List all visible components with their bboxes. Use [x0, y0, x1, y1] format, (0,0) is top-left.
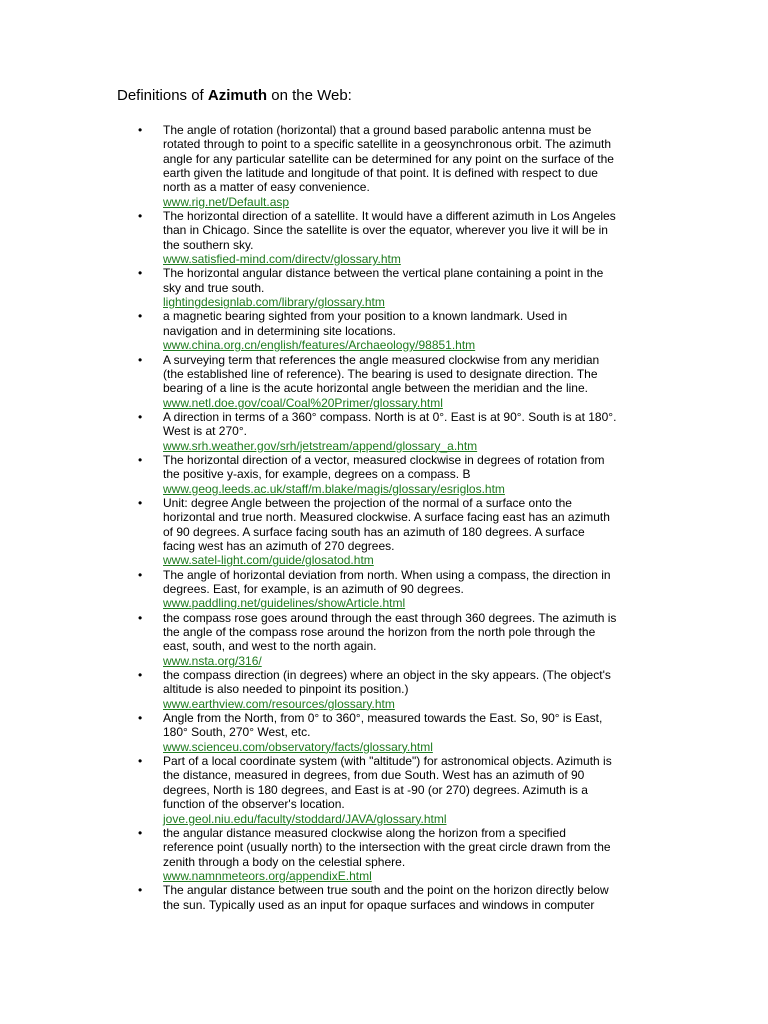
definition-text-line: the compass direction (in degrees) where an object in the sky appears. (The object's [163, 668, 611, 683]
definition-text-line: A surveying term that references the angle measured clockwise from any meridian [163, 352, 600, 367]
definition-text-line: The angle of horizontal deviation from north. When using a compass, the direction in [163, 567, 611, 582]
definition-item [138, 711, 658, 754]
bullet-icon: • [138, 495, 143, 510]
bullet-icon: • [138, 610, 143, 625]
source-link[interactable]: www.geog.leeds.ac.uk/staff/m.blake/magis/glossary/esriglos.htm [163, 481, 505, 496]
definition-text-line: angle for any particular satellite can be determined for any point on the surface of the [163, 151, 614, 166]
source-link[interactable]: www.paddling.net/guidelines/showArticle.html [163, 596, 406, 611]
bullet-icon: • [138, 825, 143, 840]
definition-text-line: of 90 degrees. A surface facing south has an azimuth of 180 degrees. A surface [163, 524, 585, 539]
definition-text-line: West is at 270°. [163, 424, 247, 439]
heading-suffix: on the Web: [267, 87, 352, 104]
definition-item [138, 883, 658, 912]
bullet-icon: • [138, 309, 143, 324]
definition-text-line: altitude is also needed to pinpoint its position.) [163, 682, 409, 697]
definition-text-line: The horizontal direction of a vector, measured clockwise in degrees of rotation from [163, 452, 605, 467]
page-heading [117, 87, 352, 105]
bullet-icon: • [138, 754, 143, 769]
definition-text-line: the angular distance measured clockwise along the horizon from a specified [163, 825, 566, 840]
heading-term: Azimuth [207, 87, 268, 104]
definition-text-line: Part of a local coordinate system (with "altitude") for astronomical objects. Azimuth is [163, 754, 612, 769]
bullet-icon: • [138, 352, 143, 367]
definition-text-line: The angular distance between true south and the point on the horizon directly below [163, 883, 609, 898]
definition-text-line: than in Chicago. Since the satellite is over the equator, wherever you live it will be in [163, 223, 608, 238]
definition-item [138, 496, 658, 568]
definition-text-line: the sun. Typically used as an input for opaque surfaces and windows in computer [163, 897, 595, 912]
definition-text-line: navigation and in determining site locations. [163, 323, 396, 338]
source-link[interactable]: www.rig.net/Default.asp [163, 194, 290, 209]
definition-text-line: the compass rose goes around through the east through 360 degrees. The azimuth is [163, 610, 617, 625]
definition-text-line: a magnetic bearing sighted from your position to a known landmark. Used in [163, 309, 568, 324]
source-link[interactable]: lightingdesignlab.com/library/glossary.htm [163, 295, 385, 310]
definition-text-line: north as a matter of easy convenience. [163, 180, 370, 195]
definition-item [138, 266, 658, 309]
definition-text-line: facing west has an azimuth of 270 degrees. [163, 538, 395, 553]
source-link[interactable]: www.namnmeteors.org/appendixE.html [163, 868, 372, 883]
bullet-icon: • [138, 123, 143, 137]
source-link[interactable]: www.srh.weather.gov/srh/jetstream/append/glossary_a.htm [163, 438, 478, 453]
definition-text-line: 180° South, 270° West, etc. [163, 725, 311, 740]
definition-text-line: A direction in terms of a 360° compass. North is at 0°. East is at 90°. South is at 180°. [163, 409, 617, 424]
bullet-icon: • [138, 209, 143, 224]
definition-item [138, 453, 658, 496]
source-link[interactable]: jove.geol.niu.edu/faculty/stoddard/JAVA/glossary.html [163, 811, 447, 826]
definition-text-line: the positive y-axis, for example, degrees on a compass. B [163, 467, 471, 482]
definitions-list [138, 123, 658, 912]
definition-text-line: bearing of a line is the acute horizontal angle between the meridian and the line. [163, 381, 588, 396]
definition-text-line: east, south, and west to the north again. [163, 639, 377, 654]
definition-item [138, 668, 658, 711]
bullet-icon: • [138, 711, 143, 726]
definition-text-line: earth given the latitude and longitude of that point. It is defined with respect to due [163, 166, 598, 181]
definition-item [138, 309, 658, 352]
bullet-icon: • [138, 668, 143, 683]
definition-item [138, 209, 658, 266]
definition-text-line: the distance, measured in degrees, from due South. West has an azimuth of 90 [163, 768, 585, 783]
definition-text-line: function of the observer's location. [163, 797, 345, 812]
definition-text-line: Unit: degree Angle between the projection of the normal of a surface onto the [163, 495, 572, 510]
definition-text-line: rotated through to point to a specific satellite in a geosynchronous orbit. The azimuth [163, 137, 612, 152]
definition-text-line: the angle of the compass rose around the horizon from the north pole through the [163, 625, 596, 640]
definition-text-line: The horizontal angular distance between the vertical plane containing a point in the [163, 266, 604, 281]
bullet-icon: • [138, 883, 143, 898]
definition-item [138, 568, 658, 611]
definition-text-line: the southern sky. [163, 237, 254, 252]
definition-item [138, 826, 658, 883]
bullet-icon: • [138, 452, 143, 467]
bullet-icon: • [138, 567, 143, 582]
definition-item [138, 353, 658, 410]
definition-text-line: (the established line of reference). The bearing is used to designate direction. The [163, 366, 598, 381]
definition-item [138, 410, 658, 453]
source-link[interactable]: www.scienceu.com/observatory/facts/glossary.html [163, 739, 433, 754]
definition-text-line: reference point (usually north) to the intersection with the great circle drawn from the [163, 840, 611, 855]
source-link[interactable]: www.netl.doe.gov/coal/Coal%20Primer/glossary.html [163, 395, 443, 410]
definition-text-line: Angle from the North, from 0° to 360°, measured towards the East. So, 90° is East, [163, 711, 603, 726]
source-link[interactable]: www.china.org.cn/english/features/Archaeology/98851.htm [163, 338, 476, 353]
definition-item [138, 611, 658, 668]
definition-item [138, 754, 658, 826]
source-link[interactable]: www.nsta.org/316/ [163, 653, 262, 668]
definition-text-line: The angle of rotation (horizontal) that a ground based parabolic antenna must be [163, 123, 592, 137]
definition-text-line: zenith through a body on the celestial sphere. [163, 854, 406, 869]
definition-item [138, 123, 658, 209]
definition-text-line: The horizontal direction of a satellite. It would have a different azimuth in Los Angeles [163, 209, 616, 224]
definition-text-line: degrees, North is 180 degrees, and East is at -90 (or 270) degrees. Azimuth is a [163, 782, 588, 797]
bullet-icon: • [138, 409, 143, 424]
source-link[interactable]: www.satel-light.com/guide/glosatod.htm [163, 553, 374, 568]
source-link[interactable]: www.satisfied-mind.com/directv/glossary.htm [163, 252, 401, 267]
definition-text-line: sky and true south. [163, 280, 265, 295]
heading-prefix: Definitions of [117, 87, 208, 104]
definition-text-line: horizontal and true north. Measured clockwise. A surface facing east has an azimuth [163, 510, 610, 525]
definition-text-line: degrees. East, for example, is an azimuth of 90 degrees. [163, 582, 464, 596]
source-link[interactable]: www.earthview.com/resources/glossary.htm [163, 696, 395, 711]
bullet-icon: • [138, 266, 143, 281]
